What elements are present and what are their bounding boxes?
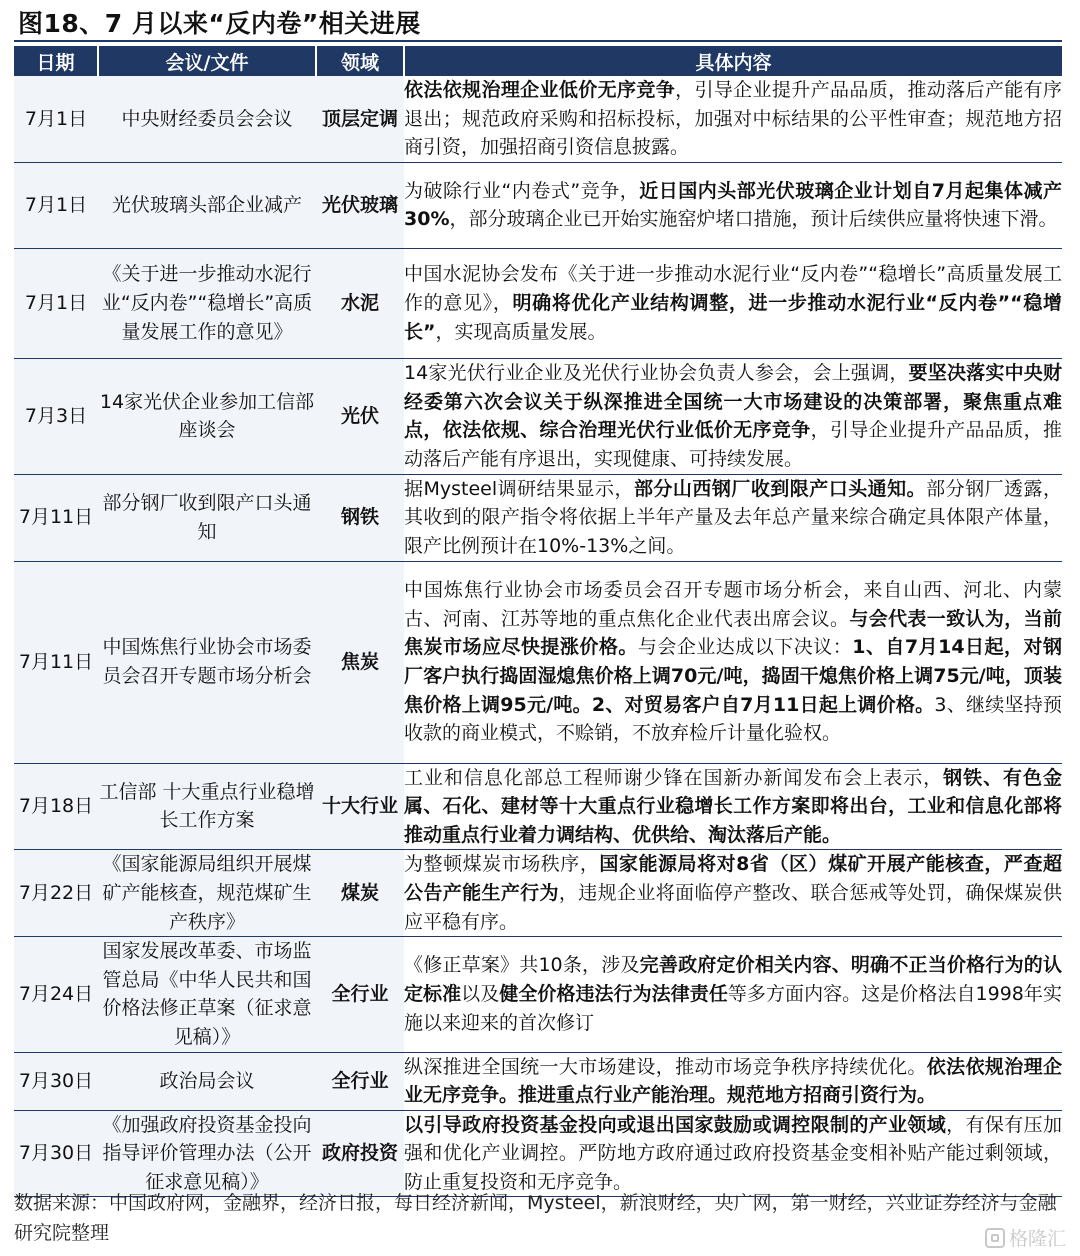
- row-content: [404, 1052, 1062, 1110]
- row-content: [404, 474, 1062, 561]
- content-text: 纵深推进全国统一大市场建设，推动市场竞争秩序持续优化。: [404, 1055, 927, 1078]
- table-row: [14, 850, 1062, 937]
- watermark-logo-icon: [985, 1228, 1005, 1248]
- table-row: [14, 248, 1062, 358]
- row-date: 7月30日: [14, 1052, 98, 1110]
- row-field: 钢铁: [316, 474, 404, 561]
- content-text: 与会企业达成以下决议：: [637, 636, 853, 659]
- row-meeting: 14家光伏企业参加工信部座谈会: [98, 358, 316, 474]
- row-field: 全行业: [316, 937, 404, 1052]
- content-emphasis: 依法依规治理企业无序竞争。推进重点行业产能治理。规范地方招商引资行为。: [404, 1055, 1062, 1107]
- row-date: 7月1日: [14, 162, 98, 248]
- row-meeting: 中国炼焦行业协会市场委员会召开专题市场分析会: [98, 561, 316, 763]
- column-header-meeting: 会议/文件: [98, 46, 316, 76]
- row-content: [404, 248, 1062, 358]
- title-divider: [14, 40, 1062, 42]
- row-content: [404, 358, 1062, 474]
- content-text: 3、继续坚持预收款的商业模式，不赊销，不放弃检斤计量化验权。: [404, 693, 1063, 745]
- row-date: 7月1日: [14, 248, 98, 358]
- row-date: 7月3日: [14, 358, 98, 474]
- row-meeting: 《加强政府投资基金投向指导评价管理办法（公开征求意见稿）》: [98, 1110, 316, 1197]
- column-header-field: 领域: [316, 46, 404, 76]
- row-date: 7月11日: [14, 561, 98, 763]
- row-meeting: 工信部 十大重点行业稳增长工作方案: [98, 763, 316, 850]
- table-row: [14, 76, 1062, 162]
- content-emphasis: 与会代表一致认为，当前焦炭市场应尽快提涨价格。: [404, 607, 1062, 659]
- data-source-note: 数据来源：中国政府网，金融界，经济日报，每日经济新闻，Mysteel，新浪财经，央广网，第一财经，兴业证券经济与金融研究院整理: [14, 1192, 1057, 1244]
- table-header-row: [14, 46, 1062, 76]
- content-text: 14家光伏行业企业及光伏行业协会负责人参会，会上强调，: [404, 362, 909, 385]
- row-field: 水泥: [316, 248, 404, 358]
- row-field: 顶层定调: [316, 76, 404, 162]
- row-date: 7月24日: [14, 937, 98, 1052]
- content-text: ，部分玻璃企业已开始实施窑炉堵口措施，预计后续供应量将快速下滑。: [449, 208, 1058, 231]
- row-date: 7月30日: [14, 1110, 98, 1197]
- content-text: 等多方面内容。这是价格法自1998年实施以来迎来的首次修订: [404, 983, 1062, 1034]
- row-content: [404, 162, 1062, 248]
- row-content: [404, 850, 1062, 937]
- table-row: [14, 561, 1062, 763]
- row-content: [404, 561, 1062, 763]
- table-body: [14, 76, 1062, 1197]
- content-emphasis: 近日国内头部光伏玻璃企业计划自7月起集体减产30%: [404, 179, 1062, 231]
- table-row: [14, 1052, 1062, 1110]
- row-field: 光伏: [316, 358, 404, 474]
- row-field: 煤炭: [316, 850, 404, 937]
- content-emphasis: 1、自7月14日起，对钢厂客户执行捣固湿熄焦价格上调70元/吨，捣固干熄焦价格上调75元/吨，顶装焦价格上调95元/吨。2、对贸易客户自7月11日起上调价格。: [404, 636, 1062, 716]
- content-emphasis: 部分山西钢厂收到限产口头通知。: [633, 477, 927, 500]
- content-emphasis: 钢铁、有色金属、石化、建材等十大重点行业稳增长工作方案即将出台，工业和信息化部将推动重点行业着力调结构、优供给、淘汰落后产能。: [404, 766, 1062, 846]
- content-text: 为整顿煤炭市场秩序，: [404, 853, 600, 876]
- row-date: 7月22日: [14, 850, 98, 937]
- content-text: 以及: [461, 983, 500, 1006]
- content-emphasis: 健全价格违法行为法律责任: [499, 983, 728, 1006]
- column-header-content: 具体内容: [404, 46, 1062, 76]
- content-text: 中国水泥协会发布《关于进一步推动水泥行业“反内卷”“稳增长”高质量发展工作的意见》，: [404, 263, 1062, 314]
- table-row: [14, 763, 1062, 850]
- content-emphasis: 完善政府定价相关内容、明确不正当价格行为的认定标准: [404, 954, 1062, 1006]
- table-row: [14, 358, 1062, 474]
- row-field: 光伏玻璃: [316, 162, 404, 248]
- content-text: 为破除行业“内卷式”竞争，: [404, 179, 640, 202]
- content-text: ，引导企业提升产品品质，推动落后产能有序退出，实现健康、可持续发展。: [404, 419, 1062, 470]
- content-emphasis: 以引导政府投资基金投向或退出国家鼓励或调控限制的产业领域: [404, 1113, 947, 1136]
- row-content: [404, 937, 1062, 1052]
- row-meeting: 《关于进一步推动水泥行业“反内卷”“稳增长”高质量发展工作的意见》: [98, 248, 316, 358]
- content-text: ，引导企业提升产品品质，推动落后产能有序退出；规范政府采购和招标投标，加强对中标结果的公平性审查；规范地方招商引资，加强招商引资信息披露。: [404, 79, 1062, 159]
- content-emphasis: 依法依规治理企业低价无序竞争: [404, 79, 676, 101]
- content-emphasis: 国家能源局将对8省（区）煤矿开展产能核查，严查超公告产能生产行为: [404, 853, 1062, 904]
- row-date: 7月11日: [14, 474, 98, 561]
- row-field: 全行业: [316, 1052, 404, 1110]
- row-date: 7月18日: [14, 763, 98, 850]
- row-content: [404, 1110, 1062, 1197]
- figure-title: 图18、7 月以来“反内卷”相关进展: [18, 9, 421, 38]
- row-meeting: 政治局会议: [98, 1052, 316, 1110]
- table-row: [14, 1110, 1062, 1197]
- row-field: 政府投资: [316, 1110, 404, 1197]
- progress-table: [14, 46, 1062, 1197]
- content-text: 据Mysteel调研结果显示，: [404, 477, 634, 500]
- row-date: 7月1日: [14, 76, 98, 162]
- table-row: [14, 937, 1062, 1052]
- row-content: [404, 763, 1062, 850]
- content-text: ，违规企业将面临停产整改、联合惩戒等处罚，确保煤炭供应平稳有序。: [404, 881, 1062, 933]
- watermark-text: 格隆汇: [1008, 1228, 1066, 1250]
- content-text: 工业和信息化部总工程师谢少锋在国新办新闻发布会上表示，: [404, 766, 944, 789]
- content-text: 部分钢厂透露，其收到的限产指令将依据上半年产量及去年总产量来综合确定具体限产体量，限产比例预计在10%-13%之间。: [404, 477, 1062, 557]
- content-text: 中国炼焦行业协会市场委员会召开专题市场分析会，来自山西、河北、内蒙古、河南、江苏等地的重点焦化企业代表出席会议。: [404, 579, 1062, 630]
- content-text: ，有保有压加强和优化产业调控。严防地方政府通过政府投资基金变相补贴产能过剩领域，防止重复投资和无序竞争。: [404, 1113, 1062, 1193]
- table-row: [14, 162, 1062, 248]
- row-meeting: 国家发展改革委、市场监管总局《中华人民共和国价格法修正草案（征求意见稿）》: [98, 937, 316, 1052]
- table-row: [14, 474, 1062, 561]
- content-text: 《修正草案》共10条，涉及: [404, 954, 640, 977]
- row-meeting: 《国家能源局组织开展煤矿产能核查，规范煤矿生产秩序》: [98, 850, 316, 937]
- row-meeting: 部分钢厂收到限产口头通知: [98, 474, 316, 561]
- content-text: ，实现高质量发展。: [435, 320, 607, 343]
- content-emphasis: 要坚决落实中央财经委第六次会议关于纵深推进全国统一大市场建设的决策部署，聚焦重点难点，依法依规、综合治理光伏行业低价无序竞争: [404, 362, 1062, 442]
- row-content: [404, 76, 1062, 162]
- row-meeting: 光伏玻璃头部企业减产: [98, 162, 316, 248]
- row-field: 焦炭: [316, 561, 404, 763]
- content-emphasis: 明确将优化产业结构调整，进一步推动水泥行业“反内卷”“稳增长”: [404, 291, 1062, 343]
- row-field: 十大行业: [316, 763, 404, 850]
- column-header-date: 日期: [14, 46, 98, 76]
- watermark: [985, 1224, 1066, 1251]
- row-meeting: 中央财经委员会会议: [98, 76, 316, 162]
